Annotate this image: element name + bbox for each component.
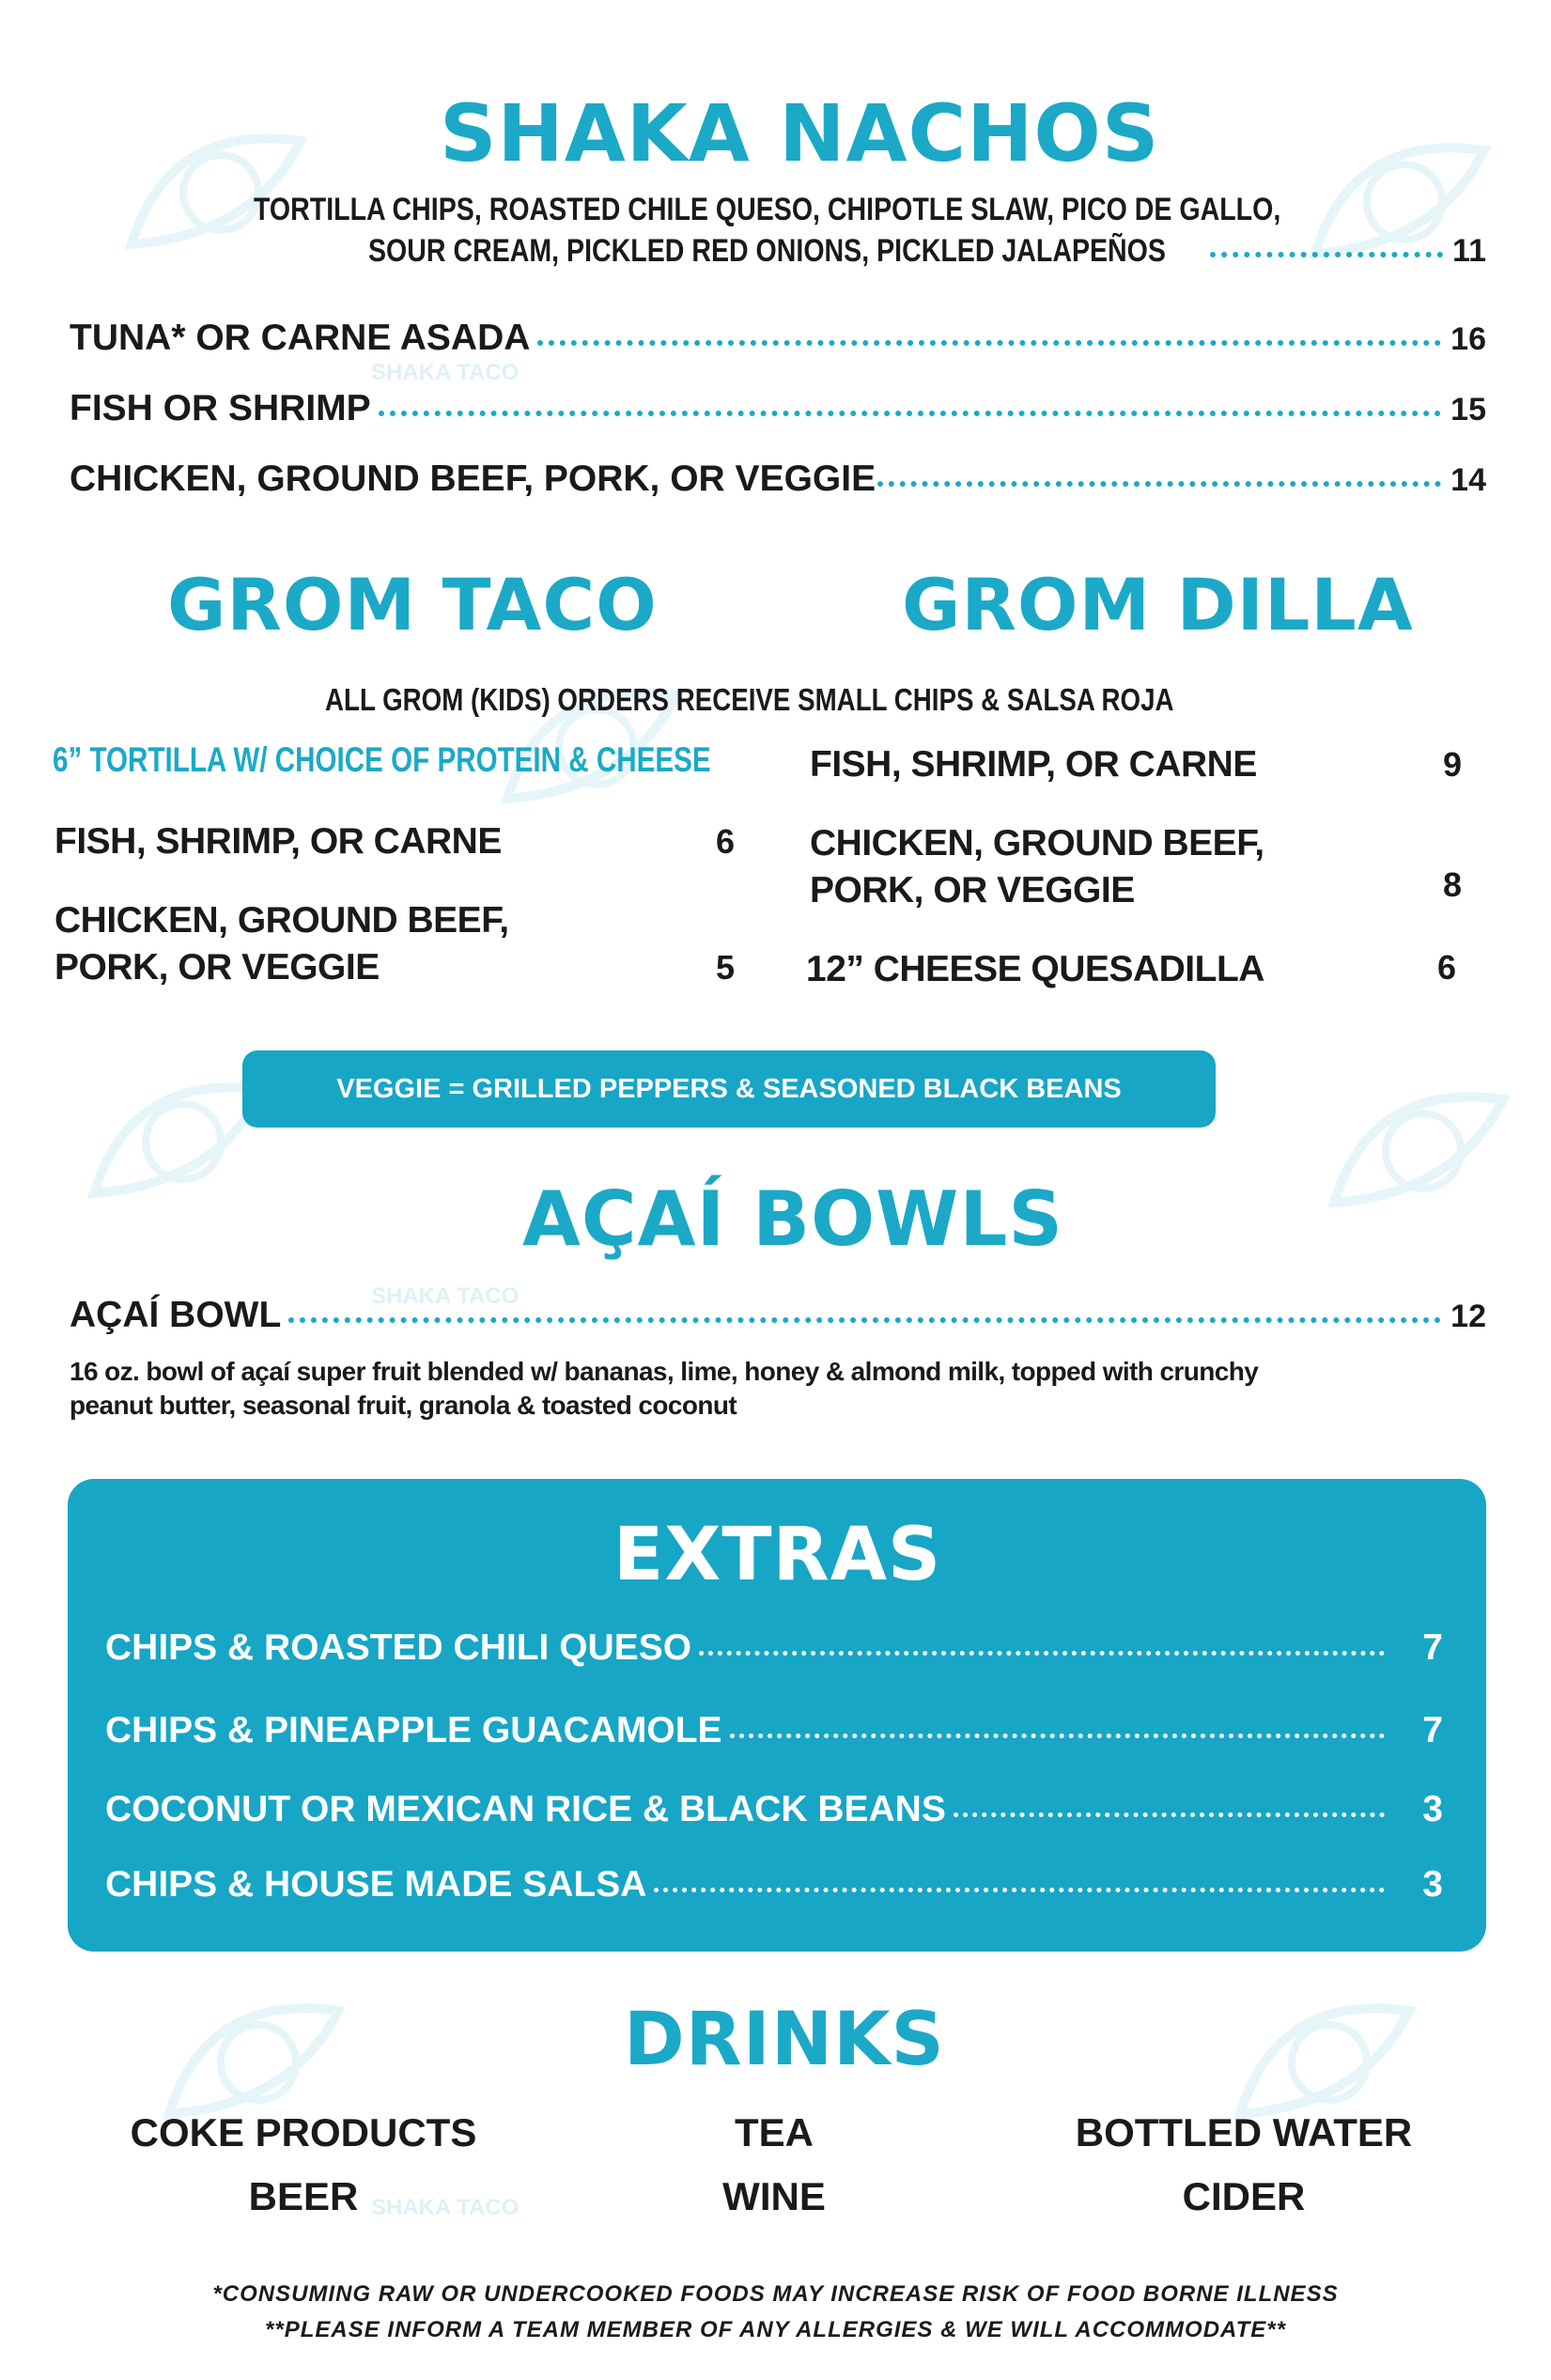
nachos-base-row	[368, 233, 1486, 270]
acai-item	[70, 1295, 1486, 1336]
grom-taco-item-name: FISH, SHRIMP, OR CARNE	[54, 821, 502, 862]
watermark-text: SHAKA TACO	[371, 2195, 520, 2220]
nachos-title: SHAKA NACHOS	[440, 87, 1160, 179]
grom-dilla-item-name: CHICKEN, GROUND BEEF,	[810, 823, 1264, 863]
extras-item	[105, 1864, 1443, 1906]
drink-item: BEER	[248, 2174, 359, 2218]
grom-dilla-item-price: 6	[1437, 948, 1457, 987]
menu-item-name: COCONUT OR MEXICAN RICE & BLACK BEANS	[105, 1789, 946, 1829]
menu-item	[70, 318, 1486, 359]
menu-item-name: CHIPS & ROASTED CHILI QUESO	[105, 1627, 692, 1668]
acai-description-line2: peanut butter, seasonal fruit, granola & toasted coconut	[70, 1391, 737, 1420]
extras-item	[105, 1710, 1443, 1751]
shaka-hand-taco-logo-icon	[1296, 113, 1512, 301]
leader-dots	[654, 1888, 1385, 1892]
menu-item-name: TUNA* OR CARNE ASADA	[70, 318, 531, 358]
drink-item: TEA	[735, 2110, 814, 2154]
grom-dilla-item-name-line2: PORK, OR VEGGIE	[810, 870, 1135, 910]
menu-item-name: CHIPS & HOUSE MADE SALSA	[105, 1864, 647, 1905]
menu-item	[70, 459, 1486, 500]
veggie-banner	[242, 1050, 1216, 1128]
footer-allergy-note: **PLEASE INFORM A TEAM MEMBER OF ANY ALLERGIES & WE WILL ACCOMMODATE**	[265, 2317, 1286, 2342]
leader-dots	[288, 1317, 1441, 1323]
drink-item: BOTTLED WATER	[1075, 2110, 1413, 2154]
shaka-hand-taco-logo-icon	[1315, 1062, 1531, 1250]
grom-dilla-item-name: 12” CHEESE QUESADILLA	[806, 949, 1264, 989]
acai-description: 16 oz. bowl of açaí super fruit blended w/ bananas, lime, honey & almond milk, topped with crunchy	[70, 1357, 1259, 1386]
menu-item-name: CHICKEN, GROUND BEEF, PORK, OR VEGGIE	[70, 459, 876, 499]
grom-taco-item-name: CHICKEN, GROUND BEEF,	[54, 900, 509, 941]
grom-taco-item-price: 5	[716, 948, 736, 987]
menu-item-price: 16	[1450, 321, 1486, 357]
grom-dilla-title: GROM DILLA	[902, 563, 1414, 646]
watermark-text: SHAKA TACO	[371, 360, 520, 385]
grom-dilla-item-price: 8	[1443, 865, 1463, 904]
menu-item-price: 3	[1422, 1864, 1443, 1905]
leader-dots	[699, 1651, 1385, 1656]
drinks-title: DRINKS	[624, 1998, 945, 2082]
drink-item: CIDER	[1182, 2174, 1306, 2218]
extras-item	[105, 1789, 1443, 1830]
extras-title: EXTRAS	[613, 1513, 942, 1597]
leader-dots	[954, 1812, 1385, 1817]
grom-dilla-item-price: 9	[1443, 745, 1463, 784]
menu-item-name: AÇAÍ BOWL	[70, 1295, 282, 1335]
grom-taco-subtitle: 6” TORTILLA W/ CHOICE OF PROTEIN & CHEESE	[53, 740, 711, 779]
drink-item: WINE	[722, 2174, 826, 2218]
leader-dots	[537, 340, 1441, 346]
footer-disclaimer: *CONSUMING RAW OR UNDERCOOKED FOODS MAY INCREASE RISK OF FOOD BORNE ILLNESS	[212, 2281, 1339, 2307]
grom-note: ALL GROM (KIDS) ORDERS RECEIVE SMALL CHIPS & SALSA ROJA	[325, 682, 1174, 717]
menu-item-price: 7	[1422, 1710, 1443, 1750]
grom-taco-title: GROM TACO	[167, 563, 658, 646]
menu-item-name: CHIPS & PINEAPPLE GUACAMOLE	[105, 1710, 722, 1750]
menu-item-price: 12	[1450, 1299, 1486, 1334]
veggie-banner-text: VEGGIE = GRILLED PEPPERS & SEASONED BLACK BEANS	[336, 1073, 1122, 1104]
menu-item-price: 3	[1422, 1789, 1443, 1829]
menu-item-price: 14	[1450, 462, 1486, 498]
menu-item-name: FISH OR SHRIMP	[70, 388, 371, 428]
grom-taco-item-price: 6	[716, 822, 736, 861]
watermark-text: SHAKA TACO	[371, 1283, 520, 1309]
leader-dots	[379, 411, 1441, 416]
leader-dots	[877, 481, 1441, 487]
leader-dots	[730, 1734, 1386, 1738]
menu-item-price: 15	[1450, 392, 1486, 428]
drink-item: COKE PRODUCTS	[130, 2110, 477, 2154]
nachos-base-price: 11	[1452, 233, 1486, 269]
grom-dilla-item-name: FISH, SHRIMP, OR CARNE	[810, 744, 1257, 785]
acai-title: AÇAÍ BOWLS	[522, 1175, 1063, 1263]
leader-dots	[1210, 252, 1443, 257]
menu-item-price: 7	[1422, 1627, 1443, 1668]
nachos-description-line2: SOUR CREAM, PICKLED RED ONIONS, PICKLED JALAPEÑOS	[368, 233, 1166, 269]
nachos-description: TORTILLA CHIPS, ROASTED CHILE QUESO, CHIPOTLE SLAW, PICO DE GALLO,	[254, 192, 1281, 227]
grom-taco-item-name-line2: PORK, OR VEGGIE	[54, 947, 380, 988]
menu-item	[70, 388, 1486, 429]
extras-item	[105, 1627, 1443, 1669]
